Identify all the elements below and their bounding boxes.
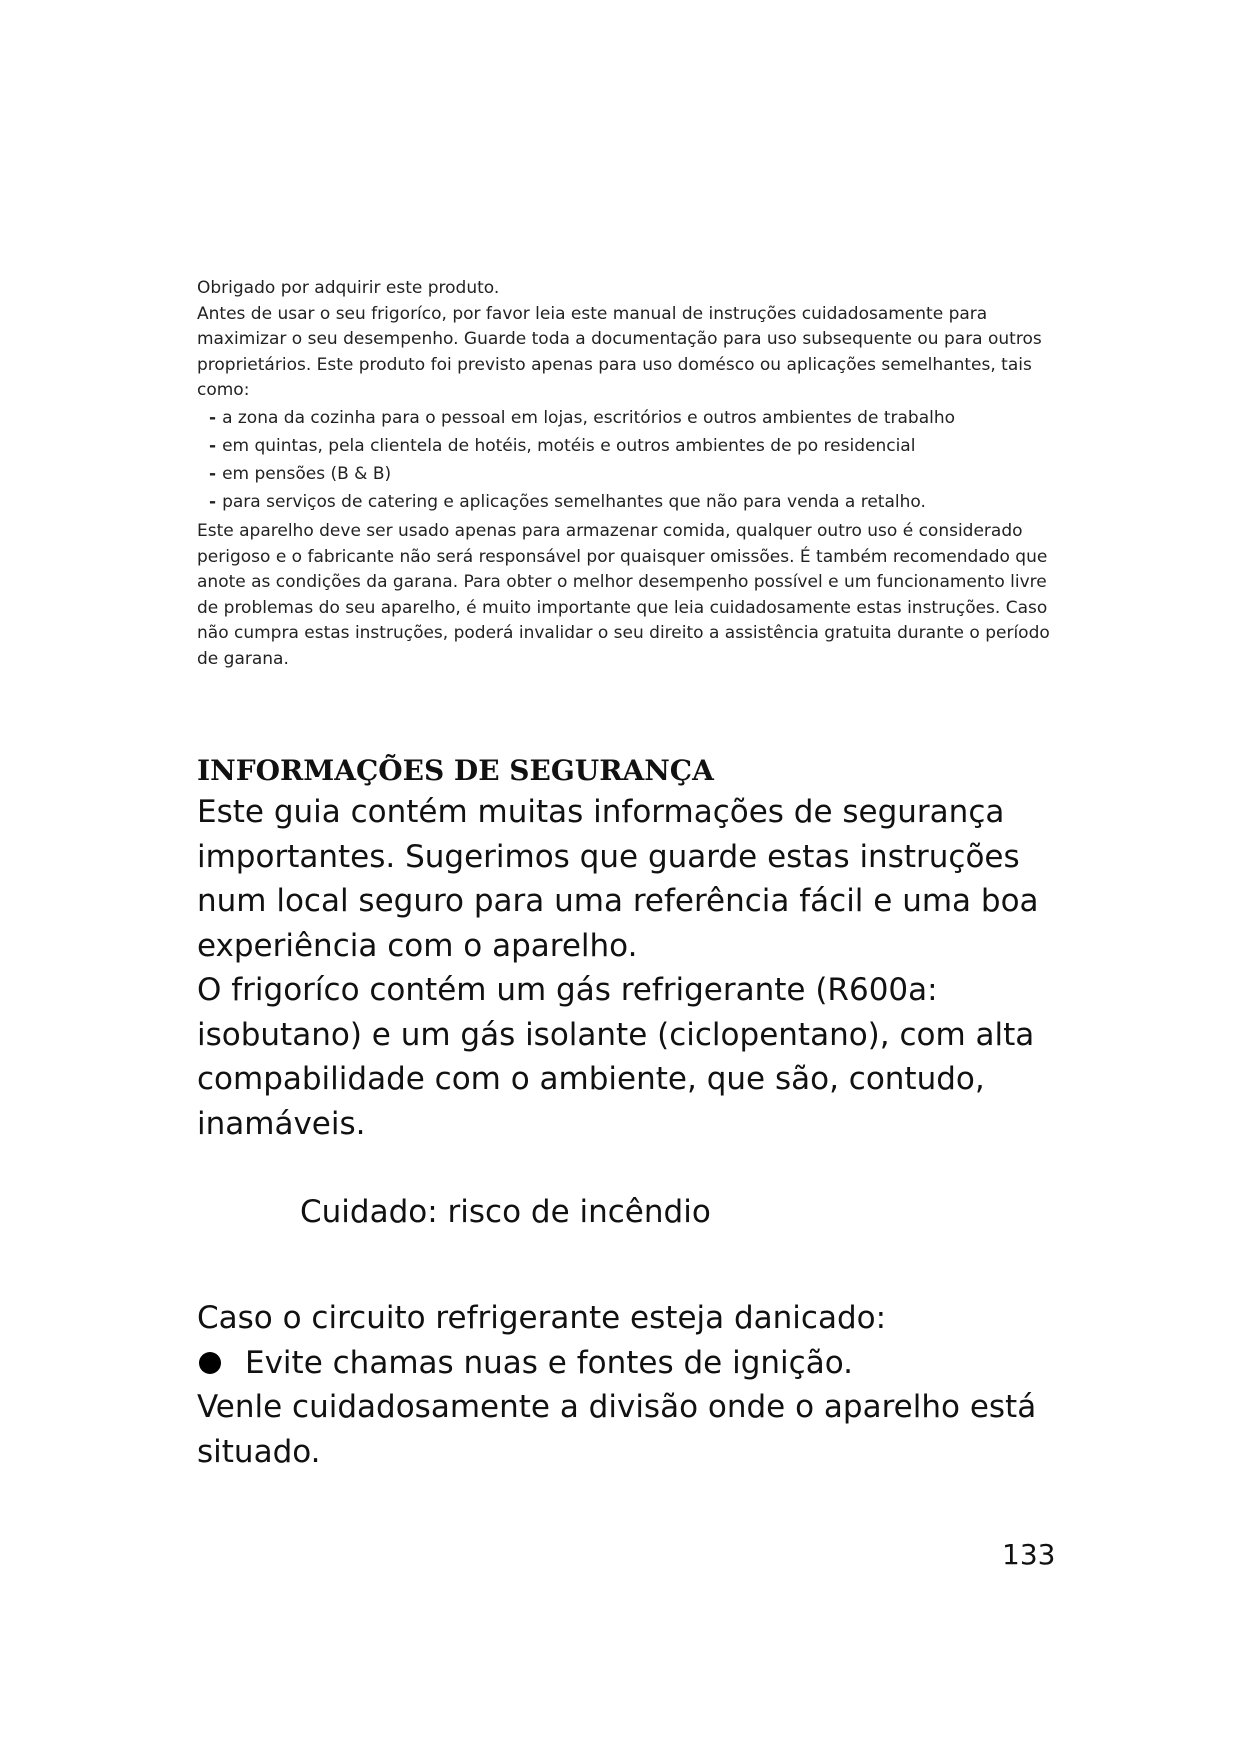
fire-caution: Cuidado: risco de incêndio (300, 1194, 711, 1230)
list-item-text: em quintas, pela clientela de hotéis, motéis e outros ambientes de po residencial (222, 436, 916, 456)
damaged-intro: Caso o circuito refrigerante esteja danicado: (197, 1300, 887, 1336)
intro-section (197, 276, 1057, 672)
bullet-row (197, 1341, 1077, 1386)
intro-paragraph: Antes de usar o seu frigoríco, por favor leia este manual de instruções cuidadosamente para maximizar o seu desempenho. Guarde toda a documentação para uso subsequente ou para outros proprietários. Este produto foi previsto apenas para uso domésco ou aplicações semelhantes, tais como: (197, 303, 1042, 400)
dash-bullet: - (209, 492, 217, 512)
list-item (209, 435, 1057, 458)
bullet-text: Evite chamas nuas e fontes de ignição. (245, 1344, 853, 1381)
safety-guide-paragraph: Este guia contém muitas informações de segurança importantes. Sugerimos que guarde estas instruções num local seguro para uma referência fácil e uma boa experiência com o aparelho. (197, 794, 1039, 964)
refrigerant-gas-paragraph: O frigoríco contém um gás refrigerante (R600a: isobutano) e um gás isolante (ciclopentano), com alta compabilidade com o ambiente, que são, contudo, inamáveis. (197, 972, 1035, 1142)
usage-list (197, 407, 1057, 514)
safety-body (197, 790, 1077, 1146)
bullet-dot-icon (199, 1352, 221, 1374)
dash-bullet: - (209, 408, 217, 428)
list-item (209, 491, 1057, 514)
list-item (209, 463, 1057, 486)
list-item (209, 407, 1057, 430)
dash-bullet: - (209, 464, 217, 484)
thanks-line: Obrigado por adquirir este produto. (197, 278, 500, 298)
ventilate-paragraph: Venle cuidadosamente a divisão onde o aparelho está situado. (197, 1389, 1037, 1470)
damaged-circuit-section (197, 1296, 1077, 1474)
page-number: 133 (1002, 1538, 1056, 1571)
usage-warning-paragraph: Este aparelho deve ser usado apenas para armazenar comida, qualquer outro uso é considerado perigoso e o fabricante não será responsável por quaisquer omissões. É também recomendado que anote as condições da garana. Para obter o melhor desempenho possível e um funcionamento livre de problemas do seu aparelho, é muito importante que leia cuidadosamente estas instruções. Caso não cumpra estas instruções, poderá invalidar o seu direito a assistência gratuita durante o período de garana. (197, 521, 1050, 669)
dash-bullet: - (209, 436, 217, 456)
safety-heading: INFORMAÇÕES DE SEGURANÇA (197, 754, 714, 787)
list-item-text: para serviços de catering e aplicações semelhantes que não para venda a retalho. (222, 492, 926, 512)
list-item-text: a zona da cozinha para o pessoal em lojas, escritórios e outros ambientes de trabalho (222, 408, 956, 428)
list-item-text: em pensões (B & B) (222, 464, 392, 484)
